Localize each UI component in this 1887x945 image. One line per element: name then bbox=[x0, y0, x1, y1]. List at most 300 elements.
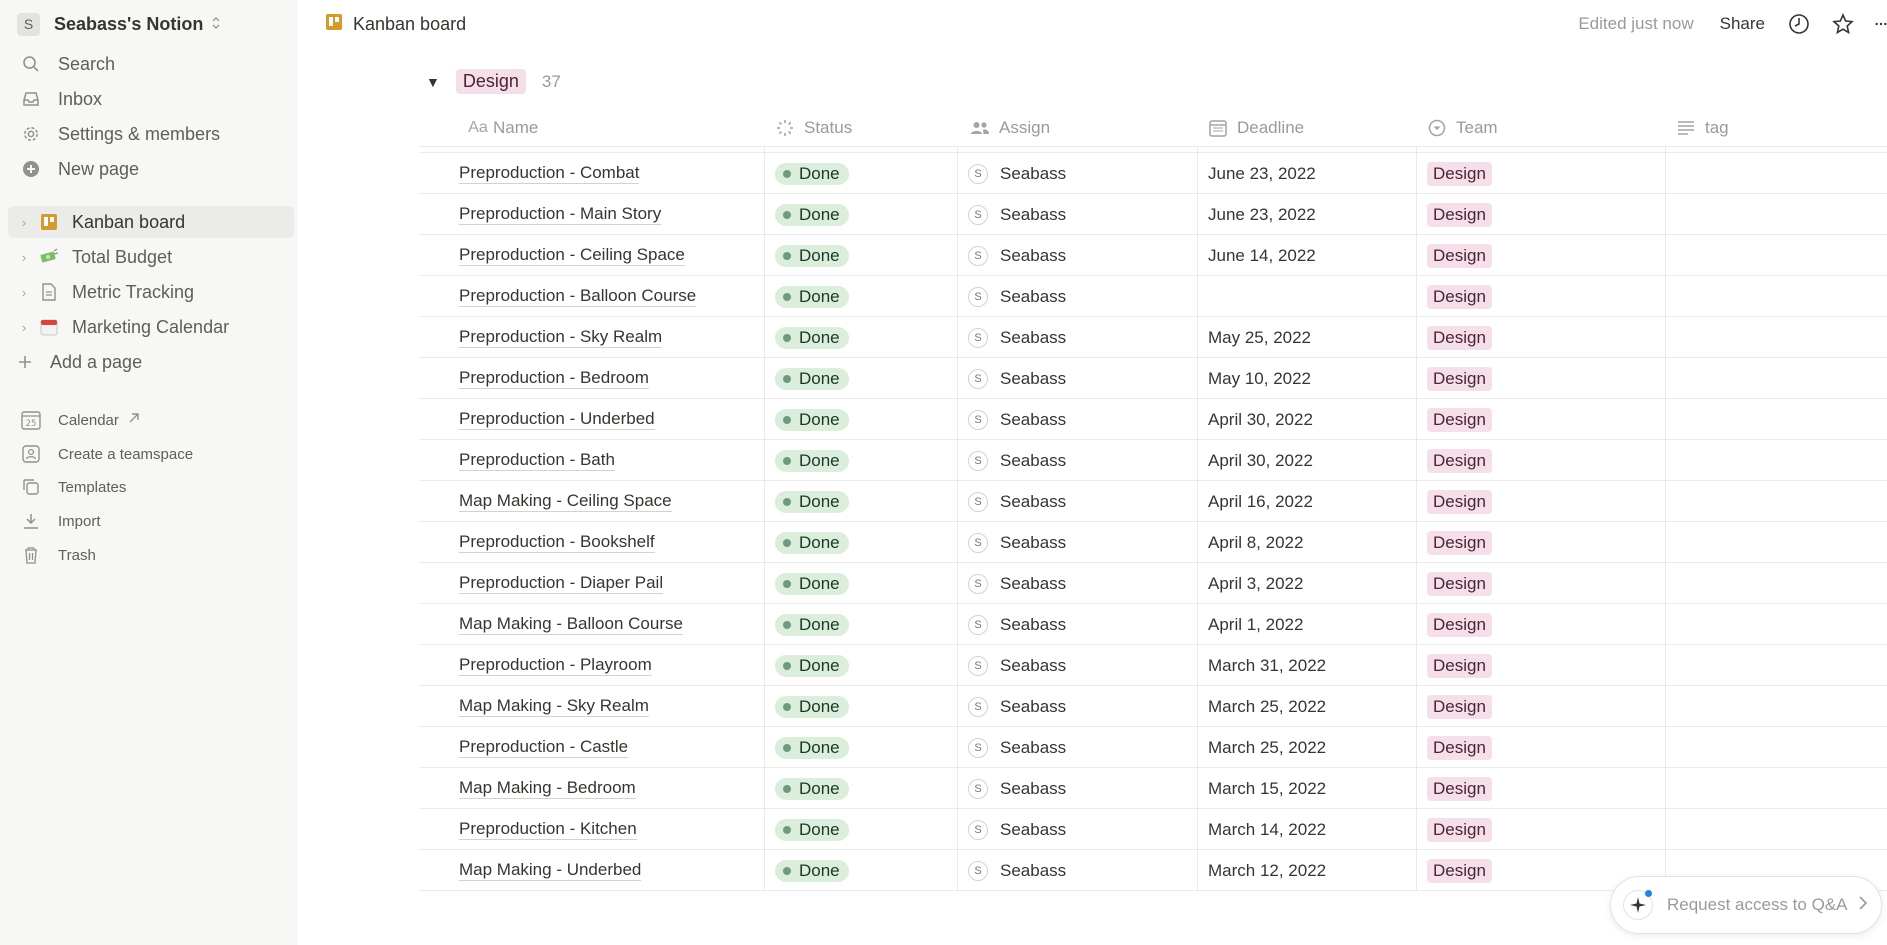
sidebar-item-trash[interactable] bbox=[8, 539, 294, 571]
row-title[interactable]: Preproduction - Combat bbox=[459, 163, 640, 182]
cell-assign[interactable] bbox=[957, 563, 1197, 604]
team-tag: Design bbox=[1427, 408, 1492, 432]
row-title[interactable]: Map Making - Sky Realm bbox=[459, 696, 649, 715]
status-dot-icon bbox=[783, 539, 791, 547]
sidebar-tool-label: Create a teamspace bbox=[58, 445, 194, 463]
assignee-name: Seabass bbox=[1000, 819, 1067, 839]
assignee-name: Seabass bbox=[1000, 778, 1067, 798]
nav-inbox[interactable] bbox=[8, 83, 294, 115]
cell-name[interactable] bbox=[419, 317, 764, 358]
table-row[interactable] bbox=[419, 235, 1887, 276]
table-row[interactable] bbox=[419, 809, 1887, 850]
cell-team[interactable] bbox=[1416, 194, 1665, 235]
cell-tag[interactable] bbox=[1665, 276, 1887, 317]
cell-team[interactable] bbox=[1416, 604, 1665, 645]
gear-icon bbox=[20, 123, 42, 145]
assignee-name: Seabass bbox=[1000, 655, 1067, 675]
column-header-team[interactable] bbox=[1416, 109, 1665, 147]
avatar: S bbox=[968, 328, 988, 348]
cell-status[interactable] bbox=[764, 194, 957, 235]
cell-deadline[interactable]: April 1, 2022 bbox=[1197, 604, 1416, 645]
column-label: Team bbox=[1456, 118, 1498, 137]
cell-status[interactable] bbox=[764, 809, 957, 850]
chevron-right-icon[interactable]: › bbox=[21, 284, 27, 300]
sidebar-item-total-budget[interactable] bbox=[8, 241, 294, 273]
team-tag: Design bbox=[1427, 818, 1492, 842]
cell-assign[interactable] bbox=[957, 727, 1197, 768]
table-row[interactable] bbox=[419, 686, 1887, 727]
sidebar-item-create-teamspace[interactable] bbox=[8, 438, 294, 470]
status-dot-icon bbox=[783, 252, 791, 260]
cell-assign[interactable] bbox=[957, 522, 1197, 563]
nav-search[interactable] bbox=[8, 48, 294, 80]
calendar-emoji-icon bbox=[38, 316, 60, 338]
cell-team[interactable] bbox=[1416, 686, 1665, 727]
table-row[interactable] bbox=[419, 727, 1887, 768]
cell-name[interactable] bbox=[419, 481, 764, 522]
sidebar-tool-label: Calendar bbox=[58, 411, 119, 429]
status-badge bbox=[775, 860, 849, 882]
team-tag: Design bbox=[1427, 777, 1492, 801]
row-title[interactable]: Preproduction - Main Story bbox=[459, 204, 662, 223]
database-table bbox=[419, 109, 1887, 913]
chevron-right-icon[interactable]: › bbox=[21, 319, 27, 335]
cell-status[interactable] bbox=[764, 481, 957, 522]
cell-status[interactable] bbox=[764, 645, 957, 686]
table-row[interactable] bbox=[419, 153, 1887, 194]
kanban-icon bbox=[38, 211, 60, 233]
avatar: S bbox=[968, 820, 988, 840]
star-icon[interactable] bbox=[1831, 12, 1855, 36]
cell-tag[interactable] bbox=[1665, 399, 1887, 440]
status-badge bbox=[775, 778, 849, 800]
nav-inbox-label: Inbox bbox=[58, 88, 103, 109]
document-icon bbox=[38, 281, 60, 303]
triangle-down-icon[interactable]: ▼ bbox=[426, 73, 440, 90]
table-row[interactable] bbox=[419, 604, 1887, 645]
cell-tag[interactable] bbox=[1665, 194, 1887, 235]
cell-deadline[interactable]: April 8, 2022 bbox=[1197, 522, 1416, 563]
group-tag: Design bbox=[456, 69, 526, 94]
inbox-icon bbox=[20, 88, 42, 110]
status-dot-icon bbox=[783, 703, 791, 711]
assignee-name: Seabass bbox=[1000, 532, 1067, 552]
table-row[interactable] bbox=[419, 481, 1887, 522]
chevron-right-icon[interactable]: › bbox=[21, 249, 27, 265]
row-title[interactable]: Preproduction - Underbed bbox=[459, 409, 655, 428]
row-title[interactable]: Preproduction - Diaper Pail bbox=[459, 573, 664, 592]
cell-assign[interactable] bbox=[957, 686, 1197, 727]
team-tag: Design bbox=[1427, 736, 1492, 760]
cell-deadline[interactable]: May 10, 2022 bbox=[1197, 358, 1416, 399]
sidebar bbox=[0, 0, 298, 945]
row-title[interactable]: Preproduction - Bath bbox=[459, 450, 615, 469]
table-row[interactable] bbox=[419, 358, 1887, 399]
cell-name[interactable] bbox=[419, 768, 764, 809]
status-dot-icon bbox=[783, 785, 791, 793]
assignee-name: Seabass bbox=[1000, 204, 1067, 224]
row-title[interactable]: Preproduction - Ceiling Space bbox=[459, 245, 685, 264]
cell-team[interactable] bbox=[1416, 153, 1665, 194]
cell-status[interactable] bbox=[764, 604, 957, 645]
cell-tag[interactable] bbox=[1665, 522, 1887, 563]
sidebar-item-label: Metric Tracking bbox=[72, 281, 195, 302]
status-label: Done bbox=[799, 450, 840, 470]
status-badge bbox=[775, 491, 849, 513]
avatar: S bbox=[968, 738, 988, 758]
avatar: S bbox=[968, 164, 988, 184]
column-label: Assign bbox=[999, 118, 1051, 137]
cell-team[interactable] bbox=[1416, 235, 1665, 276]
cell-deadline[interactable]: June 23, 2022 bbox=[1197, 153, 1416, 194]
column-header-assign[interactable] bbox=[957, 109, 1197, 147]
cell-name[interactable] bbox=[419, 399, 764, 440]
cell-name[interactable] bbox=[419, 235, 764, 276]
cell-name[interactable] bbox=[419, 358, 764, 399]
chevron-right-icon[interactable]: › bbox=[21, 214, 27, 230]
table-row[interactable] bbox=[419, 399, 1887, 440]
select-icon bbox=[1426, 117, 1448, 139]
cell-name[interactable] bbox=[419, 727, 764, 768]
status-label: Done bbox=[799, 286, 840, 306]
status-badge bbox=[775, 655, 849, 677]
workspace-avatar: S bbox=[17, 13, 40, 36]
people-icon bbox=[969, 117, 991, 139]
cell-deadline[interactable]: May 25, 2022 bbox=[1197, 317, 1416, 358]
cell-deadline[interactable]: March 31, 2022 bbox=[1197, 645, 1416, 686]
svg-text:25: 25 bbox=[25, 419, 37, 429]
row-title[interactable]: Preproduction - Bookshelf bbox=[459, 532, 655, 551]
clock-icon[interactable] bbox=[1787, 12, 1811, 36]
table-row[interactable] bbox=[419, 645, 1887, 686]
cell-status[interactable] bbox=[764, 153, 957, 194]
status-badge bbox=[775, 737, 849, 759]
cell-name[interactable] bbox=[419, 850, 764, 891]
avatar: S bbox=[968, 861, 988, 881]
cell-name[interactable] bbox=[419, 153, 764, 194]
sidebar-tool-label: Templates bbox=[58, 478, 127, 496]
status-label: Done bbox=[799, 532, 840, 552]
assignee-name: Seabass bbox=[1000, 409, 1067, 429]
workspace-name: Seabass's Notion bbox=[54, 13, 204, 34]
table-body bbox=[419, 147, 1887, 891]
share-button[interactable]: Share bbox=[1719, 14, 1765, 33]
status-badge bbox=[775, 368, 849, 390]
sidebar-item-import[interactable] bbox=[8, 505, 294, 537]
status-badge bbox=[775, 204, 849, 226]
plus-circle-icon bbox=[20, 158, 42, 180]
avatar: S bbox=[968, 697, 988, 717]
status-dot-icon bbox=[783, 621, 791, 629]
table-row[interactable] bbox=[419, 522, 1887, 563]
nav-search-label: Search bbox=[58, 53, 116, 74]
nav-settings[interactable] bbox=[8, 118, 294, 150]
workspace-switcher[interactable] bbox=[17, 11, 221, 37]
cell-tag[interactable] bbox=[1665, 440, 1887, 481]
row-title[interactable]: Preproduction - Kitchen bbox=[459, 819, 637, 838]
status-dot-icon bbox=[783, 375, 791, 383]
cell-deadline[interactable]: March 15, 2022 bbox=[1197, 768, 1416, 809]
status-badge bbox=[775, 450, 849, 472]
cell-assign[interactable] bbox=[957, 317, 1197, 358]
row-title[interactable]: Map Making - Bedroom bbox=[459, 778, 636, 797]
assignee-name: Seabass bbox=[1000, 245, 1067, 265]
status-dot-icon bbox=[783, 334, 791, 342]
column-header-deadline[interactable] bbox=[1197, 109, 1416, 147]
cell-team[interactable] bbox=[1416, 440, 1665, 481]
status-dot-icon bbox=[783, 580, 791, 588]
cell-team[interactable] bbox=[1416, 399, 1665, 440]
sidebar-item-calendar[interactable] bbox=[8, 404, 294, 436]
cell-deadline[interactable]: April 30, 2022 bbox=[1197, 440, 1416, 481]
cell-deadline[interactable]: March 25, 2022 bbox=[1197, 727, 1416, 768]
nav-new-page[interactable] bbox=[8, 153, 294, 185]
status-label: Done bbox=[799, 778, 840, 798]
cell-deadline[interactable]: June 14, 2022 bbox=[1197, 235, 1416, 276]
nav-settings-label: Settings & members bbox=[58, 123, 221, 144]
avatar: S bbox=[968, 779, 988, 799]
sidebar-item-label: Total Budget bbox=[72, 246, 173, 267]
assignee-name: Seabass bbox=[1000, 491, 1067, 511]
cell-status[interactable] bbox=[764, 686, 957, 727]
cell-assign[interactable] bbox=[957, 399, 1197, 440]
add-page-label: Add a page bbox=[50, 351, 143, 372]
column-label: Deadline bbox=[1237, 118, 1305, 137]
cell-tag[interactable] bbox=[1665, 358, 1887, 399]
team-tag: Design bbox=[1427, 859, 1492, 883]
assignee-name: Seabass bbox=[1000, 737, 1067, 757]
assignee-name: Seabass bbox=[1000, 450, 1067, 470]
more-icon[interactable] bbox=[1875, 12, 1887, 36]
cell-team[interactable] bbox=[1416, 522, 1665, 563]
row-title[interactable]: Preproduction - Playroom bbox=[459, 655, 652, 674]
cell-tag[interactable] bbox=[1665, 235, 1887, 276]
status-dot-icon bbox=[783, 744, 791, 752]
cell-team[interactable] bbox=[1416, 276, 1665, 317]
cell-tag[interactable] bbox=[1665, 563, 1887, 604]
assignee-name: Seabass bbox=[1000, 368, 1067, 388]
sidebar-tool-label: Trash bbox=[58, 546, 96, 564]
status-badge bbox=[775, 163, 849, 185]
cell-assign[interactable] bbox=[957, 153, 1197, 194]
team-tag: Design bbox=[1427, 162, 1492, 186]
cell-tag[interactable] bbox=[1665, 727, 1887, 768]
cell-status[interactable] bbox=[764, 563, 957, 604]
cell-deadline[interactable] bbox=[1197, 276, 1416, 317]
team-tag: Design bbox=[1427, 613, 1492, 637]
cell-name[interactable] bbox=[419, 604, 764, 645]
assignee-name: Seabass bbox=[1000, 163, 1067, 183]
cell-assign[interactable] bbox=[957, 235, 1197, 276]
row-title[interactable]: Preproduction - Bedroom bbox=[459, 368, 649, 387]
team-tag: Design bbox=[1427, 326, 1492, 350]
team-tag: Design bbox=[1427, 695, 1492, 719]
cell-status[interactable] bbox=[764, 358, 957, 399]
cell-team[interactable] bbox=[1416, 317, 1665, 358]
table-row[interactable] bbox=[419, 194, 1887, 235]
status-badge bbox=[775, 819, 849, 841]
cell-name[interactable] bbox=[419, 809, 764, 850]
money-icon bbox=[38, 246, 60, 268]
column-header-name[interactable] bbox=[419, 109, 764, 147]
cell-name[interactable] bbox=[419, 686, 764, 727]
cell-assign[interactable] bbox=[957, 768, 1197, 809]
status-label: Done bbox=[799, 327, 840, 347]
status-badge bbox=[775, 245, 849, 267]
arrow-up-right-icon bbox=[127, 411, 141, 430]
sidebar-item-kanban-board[interactable] bbox=[8, 206, 294, 238]
avatar: S bbox=[968, 492, 988, 512]
cell-deadline[interactable]: March 12, 2022 bbox=[1197, 850, 1416, 891]
teamspace-icon bbox=[20, 443, 42, 465]
cell-team[interactable] bbox=[1416, 645, 1665, 686]
cell-name[interactable] bbox=[419, 440, 764, 481]
status-dot-icon bbox=[783, 662, 791, 670]
row-title[interactable]: Preproduction - Sky Realm bbox=[459, 327, 663, 346]
status-label: Done bbox=[799, 573, 840, 593]
avatar: S bbox=[968, 451, 988, 471]
text-lines-icon bbox=[1675, 117, 1697, 139]
cell-name[interactable] bbox=[419, 645, 764, 686]
cell-assign[interactable] bbox=[957, 194, 1197, 235]
cell-name[interactable] bbox=[419, 194, 764, 235]
plus-icon bbox=[14, 351, 36, 373]
cell-team[interactable] bbox=[1416, 768, 1665, 809]
team-tag: Design bbox=[1427, 244, 1492, 268]
status-dot-icon bbox=[783, 826, 791, 834]
team-tag: Design bbox=[1427, 490, 1492, 514]
cell-assign[interactable] bbox=[957, 481, 1197, 522]
column-header-status[interactable] bbox=[764, 109, 957, 147]
cell-deadline[interactable]: April 30, 2022 bbox=[1197, 399, 1416, 440]
row-title[interactable]: Map Making - Underbed bbox=[459, 860, 642, 879]
row-title[interactable]: Map Making - Balloon Course bbox=[459, 614, 683, 633]
nav-new-page-label: New page bbox=[58, 158, 140, 179]
topbar bbox=[298, 0, 1887, 48]
cell-status[interactable] bbox=[764, 522, 957, 563]
status-label: Done bbox=[799, 163, 840, 183]
cell-name[interactable] bbox=[419, 276, 764, 317]
status-badge bbox=[775, 532, 849, 554]
avatar: S bbox=[968, 656, 988, 676]
status-dot-icon bbox=[783, 457, 791, 465]
avatar: S bbox=[968, 410, 988, 430]
kanban-icon bbox=[325, 13, 343, 36]
cell-assign[interactable] bbox=[957, 358, 1197, 399]
status-dot-icon bbox=[783, 170, 791, 178]
breadcrumb[interactable] bbox=[325, 13, 466, 36]
cell-status[interactable] bbox=[764, 850, 957, 891]
status-badge bbox=[775, 409, 849, 431]
cell-status[interactable] bbox=[764, 768, 957, 809]
cell-team[interactable] bbox=[1416, 809, 1665, 850]
team-tag: Design bbox=[1427, 285, 1492, 309]
calendar-icon bbox=[1207, 117, 1229, 139]
table-row[interactable] bbox=[419, 563, 1887, 604]
cell-status[interactable] bbox=[764, 235, 957, 276]
cell-tag[interactable] bbox=[1665, 153, 1887, 194]
cell-deadline[interactable]: March 25, 2022 bbox=[1197, 686, 1416, 727]
status-label: Done bbox=[799, 204, 840, 224]
cell-deadline[interactable]: June 23, 2022 bbox=[1197, 194, 1416, 235]
row-title[interactable]: Preproduction - Castle bbox=[459, 737, 629, 756]
status-badge bbox=[775, 696, 849, 718]
cell-team[interactable] bbox=[1416, 481, 1665, 522]
sidebar-item-marketing-calendar[interactable] bbox=[8, 311, 294, 343]
cell-assign[interactable] bbox=[957, 604, 1197, 645]
status-dot-icon bbox=[783, 867, 791, 875]
cell-deadline[interactable]: March 14, 2022 bbox=[1197, 809, 1416, 850]
calendar-icon bbox=[20, 409, 42, 431]
row-title[interactable]: Preproduction - Balloon Course bbox=[459, 286, 697, 305]
cell-team[interactable] bbox=[1416, 727, 1665, 768]
sidebar-item-label: Marketing Calendar bbox=[72, 316, 230, 337]
request-qa-label: Request access to Q&A bbox=[1667, 895, 1848, 914]
sparkle-icon bbox=[1623, 890, 1653, 920]
status-dot-icon bbox=[783, 293, 791, 301]
add-page-button[interactable] bbox=[8, 346, 294, 378]
table-row[interactable] bbox=[419, 317, 1887, 358]
templates-icon bbox=[20, 476, 42, 498]
cell-tag[interactable] bbox=[1665, 481, 1887, 522]
cell-assign[interactable] bbox=[957, 809, 1197, 850]
cell-tag[interactable] bbox=[1665, 317, 1887, 358]
assignee-name: Seabass bbox=[1000, 573, 1067, 593]
request-qa-button[interactable] bbox=[1610, 876, 1882, 934]
cell-status[interactable] bbox=[764, 440, 957, 481]
sidebar-item-templates[interactable] bbox=[8, 471, 294, 503]
cell-assign[interactable] bbox=[957, 276, 1197, 317]
cell-status[interactable] bbox=[764, 727, 957, 768]
cell-tag[interactable] bbox=[1665, 768, 1887, 809]
column-header-tag[interactable] bbox=[1665, 109, 1887, 147]
cell-tag[interactable] bbox=[1665, 809, 1887, 850]
avatar: S bbox=[968, 615, 988, 635]
status-label: Done bbox=[799, 737, 840, 757]
row-title[interactable]: Map Making - Ceiling Space bbox=[459, 491, 672, 510]
cell-team[interactable] bbox=[1416, 563, 1665, 604]
cell-assign[interactable] bbox=[957, 440, 1197, 481]
cell-status[interactable] bbox=[764, 276, 957, 317]
column-label: Status bbox=[804, 118, 853, 137]
avatar: S bbox=[968, 205, 988, 225]
status-label: Done bbox=[799, 368, 840, 388]
cell-assign[interactable] bbox=[957, 850, 1197, 891]
cell-tag[interactable] bbox=[1665, 686, 1887, 727]
cell-deadline[interactable]: April 16, 2022 bbox=[1197, 481, 1416, 522]
sidebar-tool-label: Import bbox=[58, 512, 101, 530]
cell-tag[interactable] bbox=[1665, 604, 1887, 645]
cell-status[interactable] bbox=[764, 317, 957, 358]
cell-name[interactable] bbox=[419, 563, 764, 604]
cell-name[interactable] bbox=[419, 522, 764, 563]
cell-assign[interactable] bbox=[957, 645, 1197, 686]
cell-status[interactable] bbox=[764, 399, 957, 440]
cell-team[interactable] bbox=[1416, 358, 1665, 399]
table-row[interactable] bbox=[419, 768, 1887, 809]
table-row[interactable] bbox=[419, 276, 1887, 317]
group-count: 37 bbox=[541, 71, 561, 91]
status-label: Done bbox=[799, 614, 840, 634]
page-title: Kanban board bbox=[353, 14, 467, 34]
chevron-updown-icon bbox=[211, 16, 221, 33]
sidebar-item-metric-tracking[interactable] bbox=[8, 276, 294, 308]
import-icon bbox=[20, 510, 42, 532]
cell-tag[interactable] bbox=[1665, 645, 1887, 686]
cell-deadline[interactable]: April 3, 2022 bbox=[1197, 563, 1416, 604]
group-header[interactable] bbox=[426, 69, 561, 94]
table-row[interactable] bbox=[419, 440, 1887, 481]
